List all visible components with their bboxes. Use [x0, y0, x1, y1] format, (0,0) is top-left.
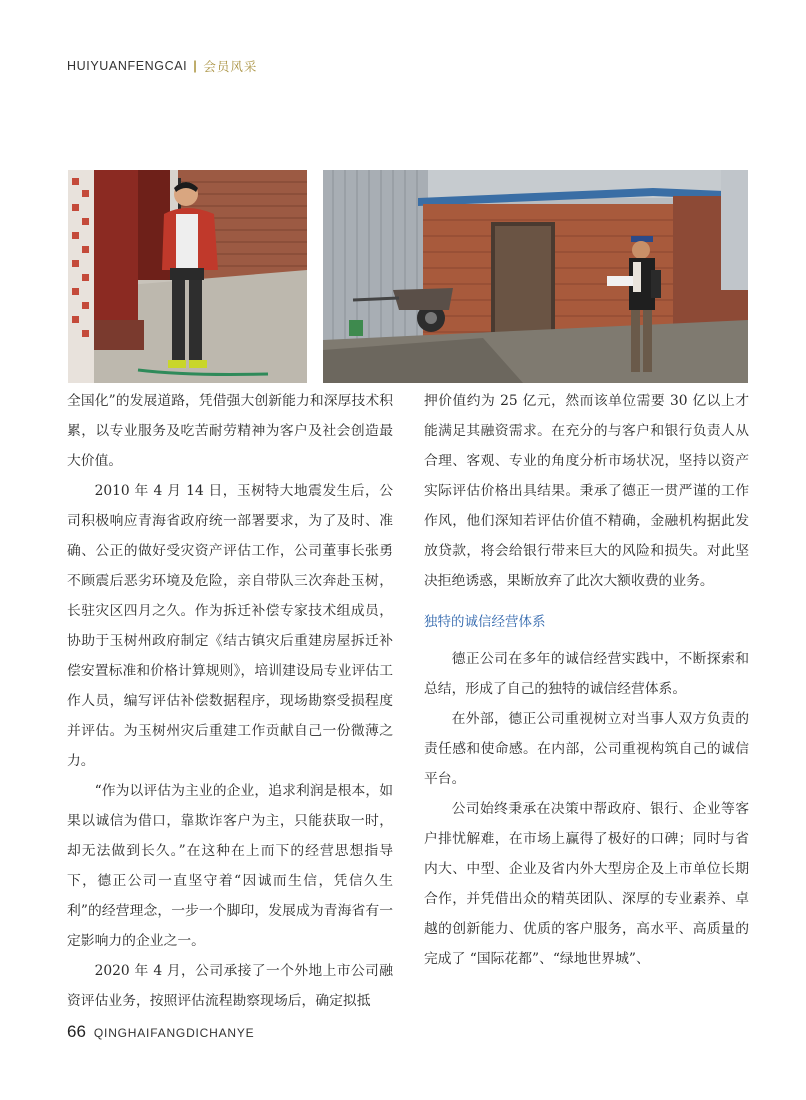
left-paragraph-3: “作为以评估为主业的企业，追求利润是根本，如果以诚信为借口，靠欺诈客户为主，只能获取一时，却无法做到长久。”在这种在上而下的经营思想指导下，德正公司一直坚守着“因诚而生信，凭信久生利”的经营理念，一步一个脚印，发展成为青海省有一定影响力的企业之一。	[67, 783, 393, 949]
header-separator: |	[193, 59, 198, 73]
right-paragraph-4: 公司始终秉承在决策中帮政府、银行、企业等客户排忧解难，在市场上赢得了极好的口碑；同时与省内大、中型、企业及省内外大型房企及上市单位长期合作，并凭借出众的精英团队、深厚的专业素养、卓越的创新能力、优质的客户服务，高水平、高质量的完成了 “国际花都”、“绿地世界城”、	[424, 801, 749, 967]
left-paragraph-1: 全国化”的发展道路，凭借强大创新能力和深厚技术积累，以专业服务及吃苦耐劳精神为客户及社会创造最大价值。	[67, 393, 393, 469]
photo-brick-hut-image	[323, 170, 748, 383]
running-header	[67, 57, 257, 75]
left-text-column	[67, 386, 393, 1016]
section-title-en: HUIYUANFENGCAI	[67, 59, 188, 73]
right-paragraph-3: 在外部，德正公司重视树立对当事人双方负责的责任感和使命感。在内部，公司重视构筑自己的诚信平台。	[424, 711, 749, 787]
magazine-name: QINGHAIFANGDICHANYE	[93, 1026, 255, 1040]
right-text-column	[424, 386, 749, 974]
photo-surveyor-red-wall	[68, 170, 307, 383]
section-heading: 独特的诚信经营体系	[424, 614, 546, 630]
left-paragraph-2: 2010 年 4 月 14 日，玉树特大地震发生后，公司积极响应青海省政府统一部署要求，为了及时、准确、公正的做好受灾资产评估工作，公司董事长张勇不顾震后恶劣环境及危险，亲自带队三次奔赴玉树，长驻灾区四月之久。作为拆迁补偿专家技术组成员，协助于玉树州政府制定《结古镇灾后重建房屋拆迁补偿安置标准和价格计算规则》，培训建设局专业评估工作人员，编写评估补偿数据程序，现场勘察受损程度并评估。为玉树州灾后重建工作贡献自己一份微薄之力。	[67, 483, 393, 769]
section-title-cn: 会员风采	[203, 60, 258, 74]
page-footer	[67, 1022, 254, 1042]
right-paragraph-2: 德正公司在多年的诚信经营实践中，不断探索和总结，形成了自己的独特的诚信经营体系。	[424, 651, 749, 697]
left-paragraph-4: 2020 年 4 月，公司承接了一个外地上市公司融资评估业务，按照评估流程勘察现场后，确定拟抵	[67, 963, 393, 1009]
photo-surveyor-image	[68, 170, 307, 383]
page-number: 66	[67, 1022, 86, 1041]
photo-brick-hut	[323, 170, 748, 383]
right-paragraph-1: 押价值约为 25 亿元，然而该单位需要 30 亿以上才能满足其融资需求。在充分的与客户和银行负责人从合理、客观、专业的角度分析市场状况，坚持以资产实际评估价格出具结果。秉承了德正一贯严谨的工作作风，他们深知若评估价值不精确，金融机构据此发放贷款，将会给银行带来巨大的风险和损失。对此坚决拒绝诱惑，果断放弃了此次大额收费的业务。	[424, 393, 749, 589]
